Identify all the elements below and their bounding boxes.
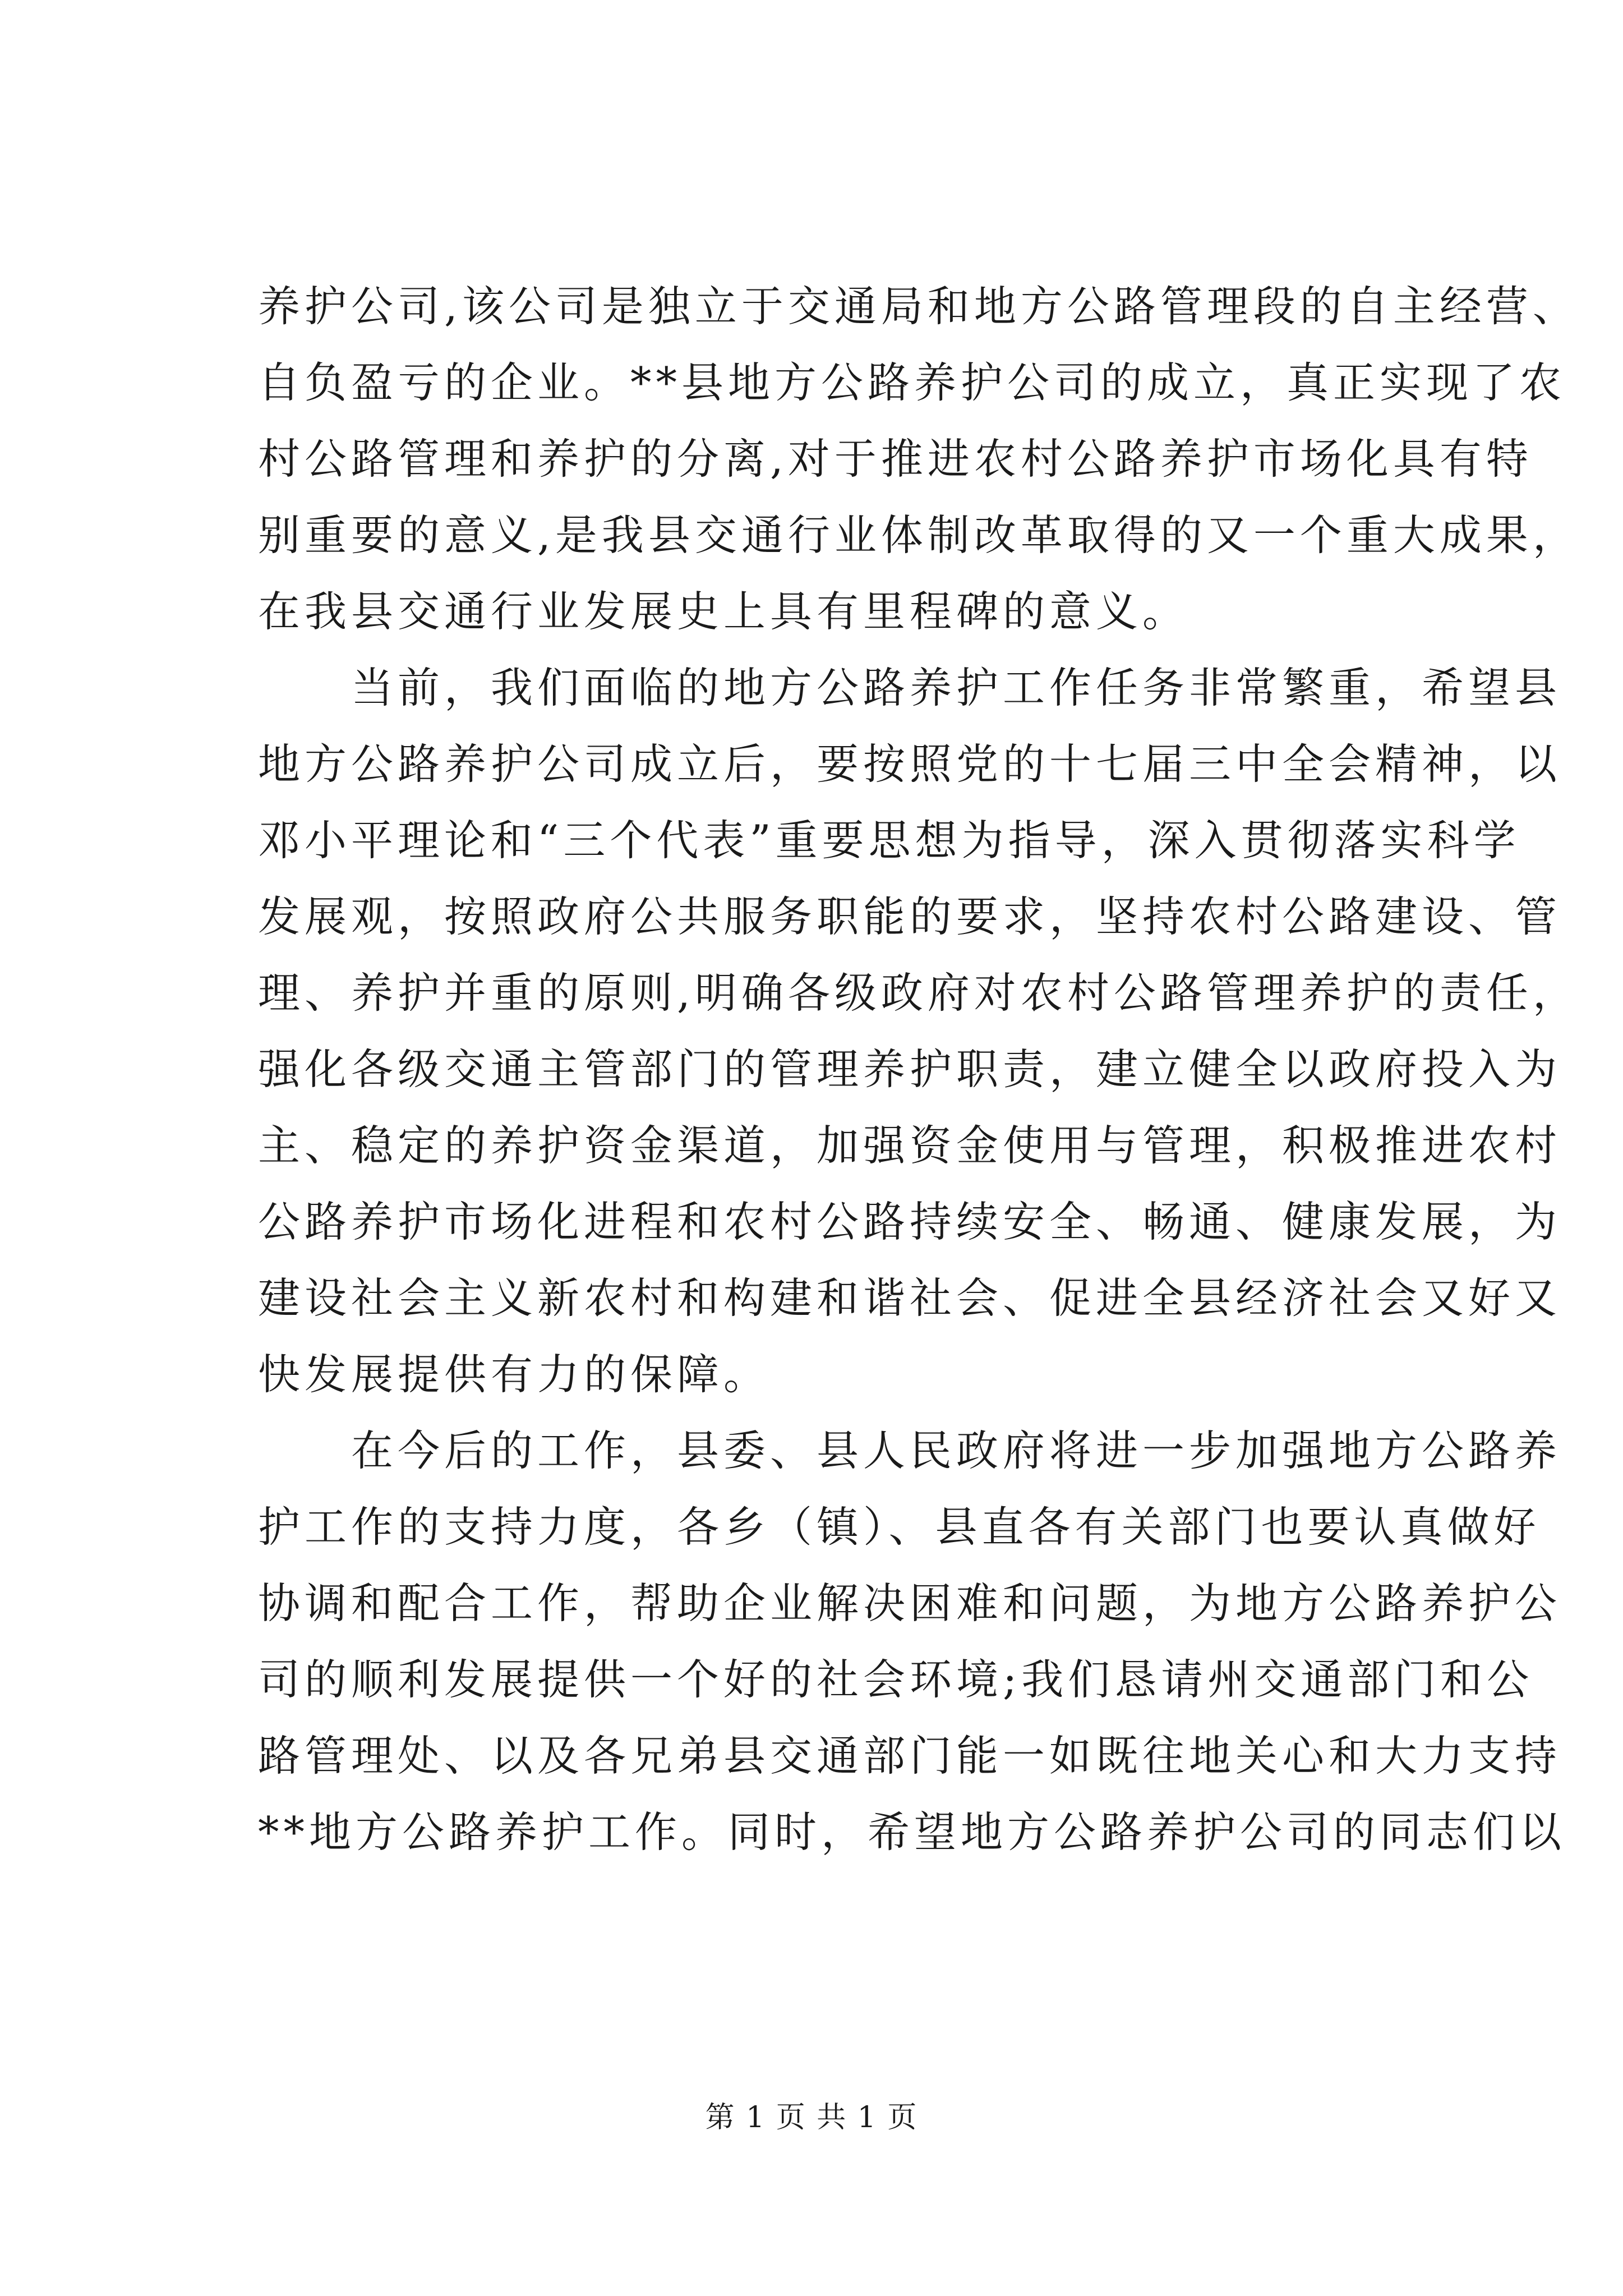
text-line: 在我县交通行业发展史上具有里程碑的意义。 bbox=[258, 587, 1189, 636]
text-line: 公路养护市场化进程和农村公路持续安全、畅通、健康发展，为 bbox=[258, 1197, 1562, 1246]
text-line: 护工作的支持力度，各乡（镇）、县直各有关部门也要认真做好 bbox=[258, 1502, 1541, 1552]
text-line: 理、养护并重的原则,明确各级政府对农村公路管理养护的责任， bbox=[258, 968, 1579, 1018]
text-line: 当前，我们面临的地方公路养护工作任务非常繁重，希望县 bbox=[258, 663, 1562, 712]
text-line: 在今后的工作，县委、县人民政府将进一步加强地方公路养 bbox=[258, 1426, 1562, 1475]
text-line: 邓小平理论和“三个代表”重要思想为指导，深入贯彻落实科学 bbox=[258, 816, 1520, 865]
text-line: 快发展提供有力的保障。 bbox=[258, 1350, 771, 1399]
text-line: 协调和配合工作，帮助企业解决困难和问题，为地方公路养护公 bbox=[258, 1579, 1562, 1628]
text-line: **地方公路养护工作。同时，希望地方公路养护公司的同志们以 bbox=[258, 1807, 1566, 1857]
text-line: 司的顺利发展提供一个好的社会环境;我们恳请州交通部门和公 bbox=[258, 1655, 1534, 1704]
text-line: 养护公司,该公司是独立于交通局和地方公路管理段的自主经营、 bbox=[258, 282, 1579, 331]
text-line: 别重要的意义,是我县交通行业体制改革取得的又一个重大成果， bbox=[258, 510, 1579, 560]
body-text bbox=[258, 268, 1579, 1870]
text-line: 建设社会主义新农村和构建和谐社会、促进全县经济社会又好又 bbox=[258, 1273, 1562, 1323]
text-line: 主、稳定的养护资金渠道，加强资金使用与管理，积极推进农村 bbox=[258, 1121, 1562, 1170]
page-footer: 第 1 页 共 1 页 bbox=[705, 2101, 918, 2134]
text-line: 路管理处、以及各兄弟县交通部门能一如既往地关心和大力支持 bbox=[258, 1731, 1562, 1780]
text-line: 发展观，按照政府公共服务职能的要求，坚持农村公路建设、管 bbox=[258, 892, 1562, 941]
text-line: 自负盈亏的企业。**县地方公路养护公司的成立，真正实现了农 bbox=[258, 358, 1566, 407]
text-line: 强化各级交通主管部门的管理养护职责，建立健全以政府投入为 bbox=[258, 1045, 1562, 1094]
text-line: 村公路管理和养护的分离,对于推进农村公路养护市场化具有特 bbox=[258, 434, 1533, 484]
text-line: 地方公路养护公司成立后，要按照党的十七届三中全会精神，以 bbox=[258, 739, 1562, 789]
